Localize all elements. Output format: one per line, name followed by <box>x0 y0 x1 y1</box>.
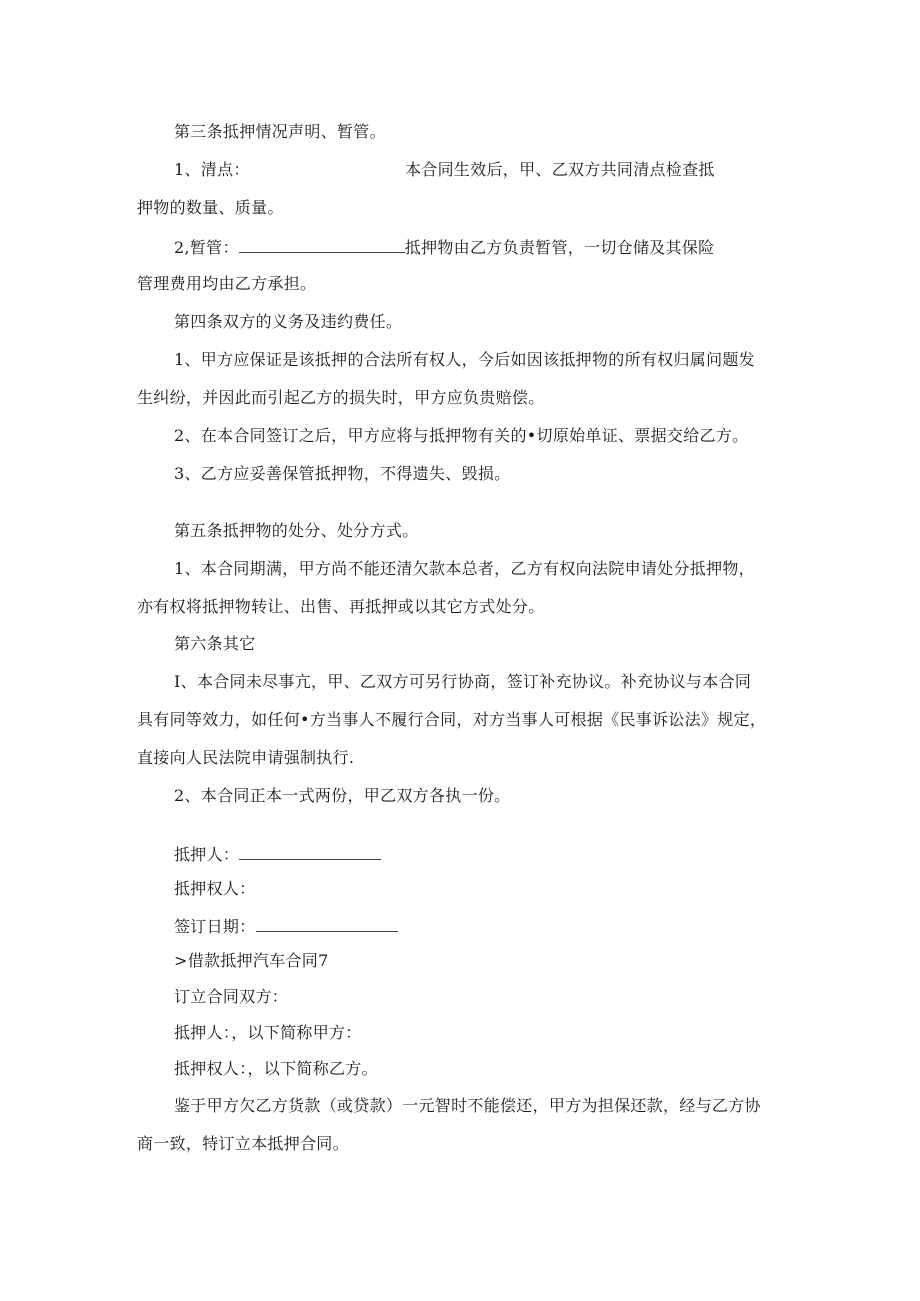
mortgagor-blank <box>239 843 381 860</box>
article-3-item-2 <box>174 236 714 258</box>
article-3-title: 第三条抵押情况声明、暂管。 <box>174 122 386 141</box>
article-5-item-1-b: 亦有权将抵押物转让、出售、再抵押或以其它方式处分。 <box>137 597 545 616</box>
article-3-item-2-cont: 管理费用均由乙方承担。 <box>137 274 317 293</box>
signature-mortgagee: 抵押权人： <box>174 879 256 898</box>
article-3-item-1 <box>174 160 250 180</box>
intro-a: 鉴于甲方欠乙方货款（或贷款）一元智时不能偿还，甲方为担保还款，经与乙方协 <box>174 1096 761 1115</box>
signature-date <box>174 915 398 937</box>
intro-b: 商一致，特订立本抵押合同。 <box>137 1134 349 1153</box>
article-3-item-1-cont: 押物的数量、质量。 <box>137 198 284 217</box>
parties-title: 订立合同双方： <box>174 987 289 1006</box>
article-4-title: 第四条双方的义务及违约费任。 <box>174 312 403 331</box>
party-a: 抵押人：，以下简称甲方： <box>174 1023 362 1042</box>
article-6-item-1-a: I、本合同未尽事亢，甲、乙双方可另行协商，签订补充协议。补充协议与本合同 <box>174 672 752 691</box>
article-6-item-1-c: 直接向人民法院申请强制执行. <box>137 748 355 767</box>
article-5-title: 第五条抵押物的处分、处分方式。 <box>174 521 419 540</box>
article-6-title: 第六条其它 <box>174 634 256 653</box>
item-2-text: 抵押物由乙方负责暂管，一切仓储及其保险 <box>404 238 715 257</box>
mortgagor-label: 抵押人： <box>174 845 240 864</box>
article-6-item-2: 2、本合同正本一式两份，甲乙双方各执一份。 <box>174 786 511 805</box>
signature-mortgagor <box>174 843 381 865</box>
next-contract-heading: >借款抵押汽车合同7 <box>174 951 329 970</box>
date-blank <box>256 915 398 932</box>
article-5-item-1-a: 1、本合同期满，甲方尚不能还清欠款本总者，乙方有权向法院申请处分抵押物， <box>174 559 755 578</box>
article-4-item-3: 3、乙方应妥善保管抵押物，不得遗失、毁损。 <box>174 464 511 483</box>
article-4-item-1-b: 生纠纷，并因此而引起乙方的损失时，甲方应负贵赔偿。 <box>137 388 545 407</box>
article-6-item-1-b: 具有同等效力，如任何•方当事人不履行合同，对方当事人可根据《民事诉讼法》规定， <box>137 710 767 729</box>
item-2-label: 2,暂管： <box>174 238 239 257</box>
article-4-item-1-a: 1、甲方应保证是该抵押的合法所有权人，今后如因该抵押物的所有权归属问题发 <box>174 350 755 369</box>
blank-line <box>239 236 405 253</box>
item-1-label: 1、清点： <box>174 160 250 179</box>
party-b: 抵押权人：，以下简称乙方。 <box>174 1059 378 1078</box>
date-label: 签订日期： <box>174 917 256 936</box>
article-3-item-1-text: 本合同生效后，甲、乙双方共同清点检查抵 <box>405 160 715 179</box>
article-4-item-2: 2、在本合同签订之后，甲方应将与抵押物有关的•切原始单证、票据交给乙方。 <box>174 426 749 445</box>
